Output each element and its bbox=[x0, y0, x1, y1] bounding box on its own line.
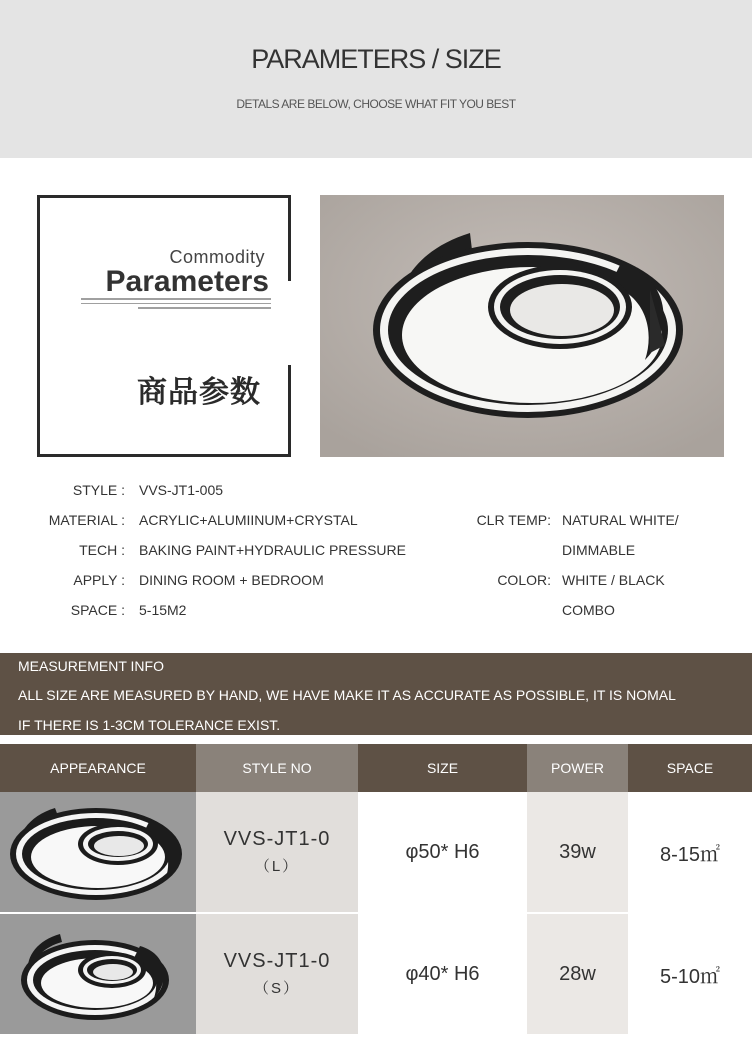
col-header-space: SPACE bbox=[628, 744, 752, 792]
box-border-left bbox=[37, 195, 40, 457]
page-subtitle: DETALS ARE BELOW, CHOOSE WHAT FIT YOU BEST bbox=[236, 97, 516, 111]
size-text: φ40* H6 bbox=[405, 962, 480, 985]
space-label: SPACE : bbox=[70, 602, 125, 618]
col-header-power: POWER bbox=[527, 744, 628, 792]
box-border-right-bottom bbox=[288, 365, 291, 457]
commodity-box bbox=[37, 195, 291, 457]
table-row-2-space bbox=[628, 914, 752, 1034]
style-value: VVS-JT1-005 bbox=[139, 482, 224, 498]
clr-temp-value-2: DIMMABLE bbox=[562, 542, 636, 558]
clr-temp-label: CLR TEMP: bbox=[476, 512, 551, 528]
space-value: 5-15M2 bbox=[139, 602, 187, 618]
parameters-label: Parameters bbox=[105, 265, 269, 298]
fine-print-decoration bbox=[81, 298, 271, 312]
clr-temp-value: NATURAL WHITE/ bbox=[562, 512, 679, 528]
table-row-1-style-no bbox=[196, 792, 358, 912]
power-text: 28w bbox=[559, 962, 596, 985]
col-header-size: SIZE bbox=[358, 744, 527, 792]
header-band bbox=[0, 0, 752, 158]
power-text: 39w bbox=[559, 840, 596, 863]
table-row-2-appearance bbox=[0, 914, 196, 1034]
style-no-text: VVS-JT1-0 bbox=[223, 950, 331, 972]
table-row-2-power bbox=[527, 914, 628, 1034]
table-row-1-appearance bbox=[0, 792, 196, 912]
space-text: 8-15㎡ bbox=[659, 843, 721, 866]
ceiling-light-illustration bbox=[320, 195, 724, 457]
color-value: WHITE / BLACK bbox=[562, 572, 665, 588]
commodity-label: Commodity bbox=[169, 247, 265, 267]
material-label: MATERIAL : bbox=[48, 512, 125, 528]
tech-value: BAKING PAINT+HYDRAULIC PRESSURE bbox=[139, 542, 406, 558]
table-row-1-power bbox=[527, 792, 628, 912]
apply-value: DINING ROOM + BEDROOM bbox=[139, 572, 324, 588]
product-photo bbox=[320, 195, 724, 457]
color-value-2: COMBO bbox=[562, 602, 615, 618]
col-header-style-no: STYLE NO bbox=[196, 744, 358, 792]
measurement-info-band bbox=[0, 653, 752, 735]
table-row-1-size bbox=[358, 792, 527, 912]
table-row-2-size bbox=[358, 914, 527, 1034]
table-row-2-style-no bbox=[196, 914, 358, 1034]
size-code-text: （L） bbox=[254, 858, 300, 875]
space-text: 5-10㎡ bbox=[659, 965, 721, 988]
lamp-large-thumbnail bbox=[0, 792, 196, 912]
size-text: φ50* H6 bbox=[405, 840, 480, 863]
color-label: COLOR: bbox=[497, 572, 551, 588]
apply-label: APPLY : bbox=[73, 572, 125, 588]
commodity-chinese-title: 商品参数 bbox=[137, 375, 261, 410]
style-label: STYLE : bbox=[72, 482, 125, 498]
measurement-note-line2: IF THERE IS 1-3CM TOLERANCE EXIST. bbox=[18, 717, 281, 733]
box-border-top bbox=[37, 195, 291, 198]
table-row-1-space bbox=[628, 792, 752, 912]
measurement-note-line1: ALL SIZE ARE MEASURED BY HAND, WE HAVE MAKE IT AS ACCURATE AS POSSIBLE, IT IS NOMAL bbox=[18, 687, 676, 703]
box-border-bottom bbox=[37, 454, 291, 457]
material-value: ACRYLIC+ALUMIINUM+CRYSTAL bbox=[139, 512, 358, 528]
col-header-appearance: APPEARANCE bbox=[0, 744, 196, 792]
lamp-small-thumbnail bbox=[0, 914, 196, 1034]
size-code-text: （S） bbox=[253, 980, 300, 997]
measurement-title: MEASUREMENT INFO bbox=[18, 658, 164, 674]
tech-label: TECH : bbox=[79, 542, 125, 558]
page-title: PARAMETERS / SIZE bbox=[251, 44, 501, 74]
box-border-right-top bbox=[288, 195, 291, 281]
style-no-text: VVS-JT1-0 bbox=[223, 828, 331, 850]
